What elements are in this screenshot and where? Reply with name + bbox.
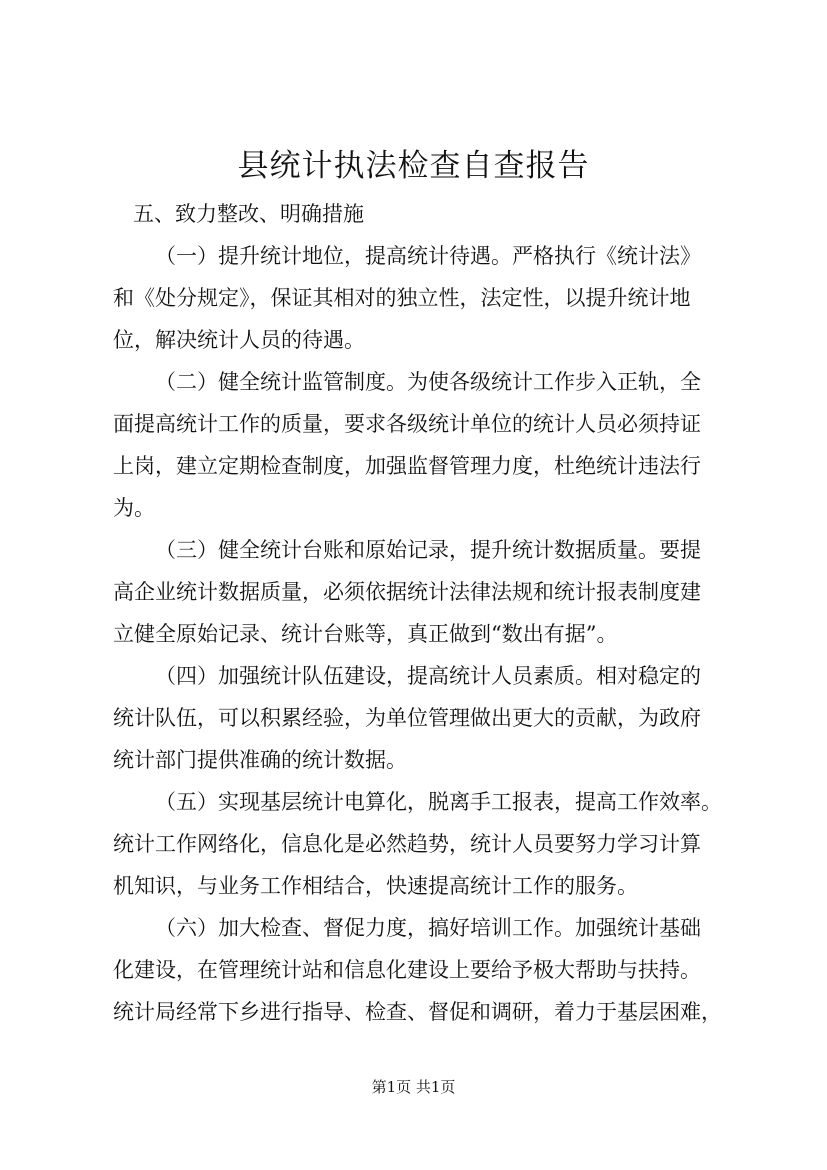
paragraph-line: （六）加大检查、督促力度，搞好培训工作。加强统计基础 <box>155 916 701 940</box>
paragraph-line: 统计工作网络化，信息化是必然趋势，统计人员要努力学习计算 <box>113 832 701 856</box>
paragraph-1 <box>113 235 746 361</box>
paragraph-line: 位，解决统计人员的待遇。 <box>113 328 365 352</box>
paragraph-3 <box>113 529 746 655</box>
section-heading: 五、致力整改、明确措施 <box>133 202 364 226</box>
paragraph-line: （一）提升统计地位，提高统计待遇。严格执行《统计法》 <box>155 244 701 268</box>
paragraph-line: 为。 <box>113 496 155 520</box>
document-title: 县统计执法检查自查报告 <box>237 148 590 184</box>
paragraph-5 <box>113 781 746 907</box>
paragraph-line: （四）加强统计队伍建设，提高统计人员素质。相对稳定的 <box>155 664 701 688</box>
paragraph-line: 面提高统计工作的质量，要求各级统计单位的统计人员必须持证 <box>113 412 701 436</box>
paragraph-6 <box>113 907 746 1033</box>
paragraph-line: 立健全原始记录、统计台账等，真正做到“数出有据”。 <box>113 622 618 646</box>
paragraph-line: 化建设，在管理统计站和信息化建设上要给予极大帮助与扶持。 <box>113 958 701 982</box>
paragraph-line: 上岗，建立定期检查制度，加强监督管理力度，杜绝统计违法行 <box>113 454 701 478</box>
document-body <box>113 193 746 1033</box>
paragraph-line: （五）实现基层统计电算化，脱离手工报表，提高工作效率。 <box>155 790 722 814</box>
paragraph-2 <box>113 361 746 529</box>
paragraph-4 <box>113 655 746 781</box>
paragraph-line: 和《处分规定》，保证其相对的独立性，法定性，以提升统计地 <box>113 286 691 310</box>
paragraph-line: 机知识，与业务工作相结合，快速提高统计工作的服务。 <box>113 874 638 898</box>
paragraph-line: （三）健全统计台账和原始记录，提升统计数据质量。要提 <box>155 538 701 562</box>
paragraph-line: 统计队伍，可以积累经验，为单位管理做出更大的贡献，为政府 <box>113 706 701 730</box>
page-number-footer: 第1页 共1页 <box>371 1078 456 1096</box>
paragraph-line: （二）健全统计监管制度。为使各级统计工作步入正轨，全 <box>155 370 701 394</box>
paragraph-line: 统计局经常下乡进行指导、检查、督促和调研，着力于基层困难， <box>113 1000 722 1024</box>
paragraph-line: 高企业统计数据质量，必须依据统计法律法规和统计报表制度建 <box>113 580 701 604</box>
paragraph-line: 统计部门提供准确的统计数据。 <box>113 748 407 772</box>
